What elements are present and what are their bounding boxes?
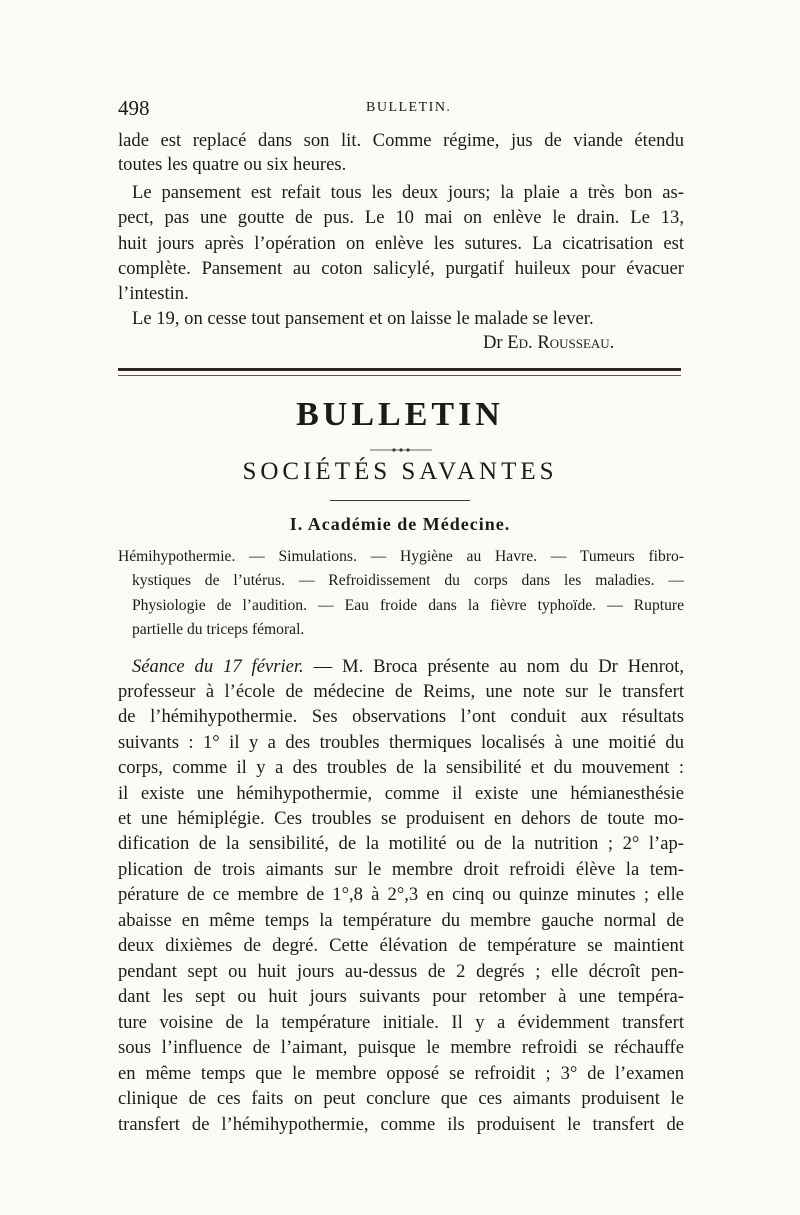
summary-line: kystiques de l’utérus. — Refroidissement du corps dans les maladies. — bbox=[132, 572, 684, 589]
text-line: Le pansement est refait tous les deux jours; la plaie a très bon as- bbox=[132, 182, 684, 203]
body-line: transfert de l’hémihypothermie, comme ils produisent le transfert de bbox=[118, 1114, 684, 1135]
page-header bbox=[118, 96, 688, 126]
body-line: de l’hémihypothermie. Ses observations l’ont conduit aux résultats bbox=[118, 706, 684, 727]
body-line: professeur à l’école de médecine de Reims, une note sur le transfert bbox=[118, 681, 684, 702]
summary-line: partielle du triceps fémoral. bbox=[132, 621, 305, 638]
bulletin-heading: BULLETIN bbox=[296, 396, 504, 433]
author-signature bbox=[483, 331, 614, 355]
section-divider bbox=[118, 368, 681, 371]
text-line: Le 19, on cesse tout pansement et on laisse le malade se lever. bbox=[132, 308, 594, 329]
subsection-heading: I. Académie de Médecine. bbox=[289, 514, 511, 534]
body-line: suivants : 1° il y a des troubles thermiques localisés à une moitié du bbox=[118, 732, 684, 753]
body-line: abaisse en même temps la température du membre gauche normal de bbox=[118, 910, 684, 931]
short-rule bbox=[330, 500, 470, 501]
signature-title: Dr bbox=[483, 332, 503, 353]
text-line: pect, pas une goutte de pus. Le 10 mai on enlève le drain. Le 13, bbox=[118, 207, 684, 228]
running-head: BULLETIN. bbox=[366, 100, 452, 115]
section-heading: SOCIÉTÉS SAVANTES bbox=[242, 458, 558, 485]
signature-name: Ed. Rousseau. bbox=[507, 332, 615, 353]
body-line: pérature de ce membre de 1°,8 à 2°,3 en cinq ou quinze minutes ; elle bbox=[118, 884, 684, 905]
text-line: complète. Pansement au coton salicylé, purgatif huileux pour évacuer bbox=[118, 258, 684, 279]
page-number: 498 bbox=[118, 96, 150, 120]
body-line: en même temps que le membre opposé se refroidit ; 3° de l’examen bbox=[118, 1063, 684, 1084]
seance-date: Séance du 17 février. bbox=[132, 656, 304, 677]
body-line: sous l’influence de l’aimant, puisque le membre refroidi se réchauffe bbox=[118, 1037, 684, 1058]
text-line: l’intestin. bbox=[118, 283, 189, 304]
body-line: ture voisine de la température initiale. Il y a évidemment transfert bbox=[118, 1012, 684, 1033]
summary-line: Hémihypothermie. — Simulations. — Hygiène au Havre. — Tumeurs fibro- bbox=[118, 548, 684, 565]
ornament-divider bbox=[370, 448, 432, 452]
body-line: pendant sept ou huit jours au-dessus de 2 degrés ; elle décroît pen- bbox=[118, 961, 684, 982]
section-divider-thin bbox=[118, 375, 681, 376]
body-line: plication de trois aimants sur le membre droit refroidi élève la tem- bbox=[118, 859, 684, 880]
body-line: dification de la sensibilité, de la motilité ou de la nutrition ; 2° l’ap- bbox=[118, 833, 684, 854]
body-line: deux dixièmes de degré. Cette élévation de température se maintient bbox=[118, 935, 684, 956]
text-line: huit jours après l’opération on enlève les sutures. La cicatrisation est bbox=[118, 233, 684, 254]
summary-line: Physiologie de l’audition. — Eau froide dans la fièvre typhoïde. — Rupture bbox=[132, 597, 684, 614]
body-line: clinique de ces faits on peut conclure que ces aimants produisent le bbox=[118, 1088, 684, 1109]
body-line: il existe une hémihypothermie, comme il existe une hémianesthésie bbox=[118, 783, 684, 804]
body-line: dant les sept ou huit jours suivants pour retomber à une tempéra- bbox=[118, 986, 684, 1007]
text-line: lade est replacé dans son lit. Comme régime, jus de viande étendu bbox=[118, 130, 684, 151]
seance-first-line bbox=[118, 655, 684, 679]
body-line: corps, comme il y a des troubles de la sensibilité et du mouvement : bbox=[118, 757, 684, 778]
text-line: toutes les quatre ou six heures. bbox=[118, 154, 347, 175]
body-line: et une hémiplégie. Ces troubles se produisent en dehors de toute mo- bbox=[118, 808, 684, 829]
seance-text: — M. Broca présente au nom du Dr Henrot, bbox=[313, 656, 684, 677]
